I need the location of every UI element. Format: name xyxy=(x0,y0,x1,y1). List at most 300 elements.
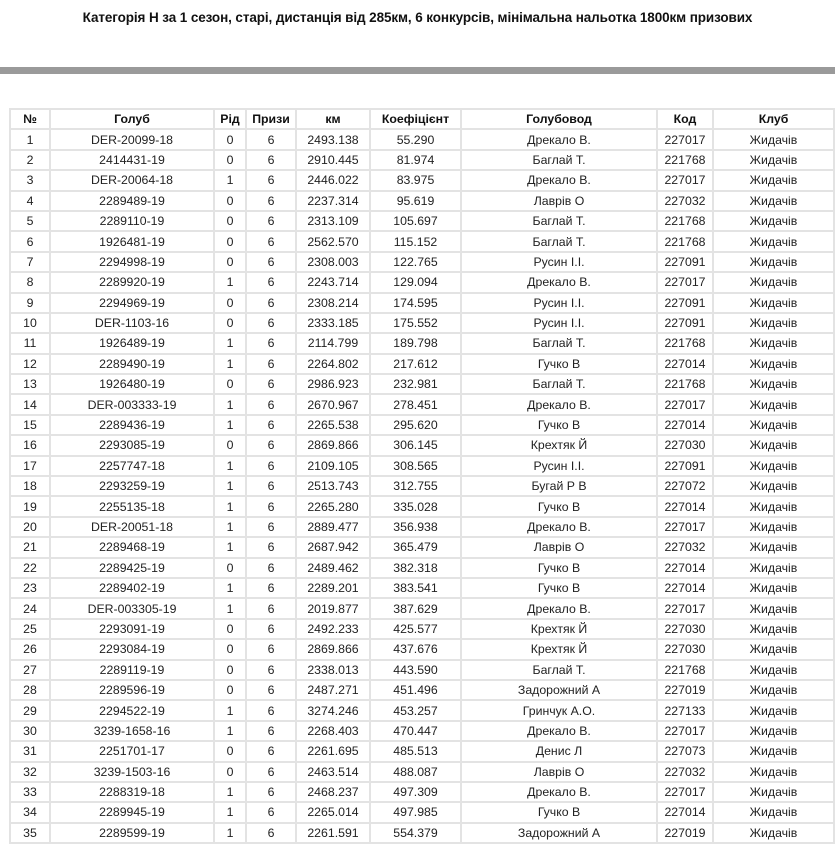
cell-pigeon: 2288319-18 xyxy=(50,782,214,802)
cell-sex: 0 xyxy=(214,741,246,761)
cell-code: 227091 xyxy=(657,252,713,272)
cell-sex: 0 xyxy=(214,129,246,149)
cell-pigeon: 2289599-19 xyxy=(50,823,214,843)
cell-club: Жидачів xyxy=(713,435,834,455)
cell-number: 4 xyxy=(10,191,50,211)
cell-prizes: 6 xyxy=(246,150,296,170)
table-row xyxy=(10,374,834,394)
cell-club: Жидачів xyxy=(713,374,834,394)
header-prizes: Призи xyxy=(246,109,296,129)
cell-prizes: 6 xyxy=(246,374,296,394)
cell-number: 18 xyxy=(10,476,50,496)
cell-pigeon: 2293085-19 xyxy=(50,435,214,455)
cell-km: 2468.237 xyxy=(296,782,370,802)
cell-km: 2289.201 xyxy=(296,578,370,598)
cell-code: 227014 xyxy=(657,496,713,516)
cell-sex: 1 xyxy=(214,415,246,435)
cell-pigeon: DER-003305-19 xyxy=(50,598,214,618)
cell-prizes: 6 xyxy=(246,823,296,843)
cell-coefficient: 382.318 xyxy=(370,558,461,578)
cell-prizes: 6 xyxy=(246,313,296,333)
cell-code: 227032 xyxy=(657,762,713,782)
cell-number: 32 xyxy=(10,762,50,782)
cell-sex: 0 xyxy=(214,435,246,455)
cell-coefficient: 308.565 xyxy=(370,456,461,476)
cell-club: Жидачів xyxy=(713,211,834,231)
cell-coefficient: 81.974 xyxy=(370,150,461,170)
table-row xyxy=(10,578,834,598)
horizontal-divider xyxy=(0,67,835,74)
cell-code: 227019 xyxy=(657,823,713,843)
cell-km: 2986.923 xyxy=(296,374,370,394)
cell-coefficient: 83.975 xyxy=(370,170,461,190)
cell-fancier: Дрекало В. xyxy=(461,782,657,802)
cell-club: Жидачів xyxy=(713,333,834,353)
cell-code: 221768 xyxy=(657,231,713,251)
cell-pigeon: 2289468-19 xyxy=(50,537,214,557)
cell-km: 2869.866 xyxy=(296,639,370,659)
cell-pigeon: 2289489-19 xyxy=(50,191,214,211)
cell-coefficient: 497.985 xyxy=(370,802,461,822)
cell-club: Жидачів xyxy=(713,170,834,190)
cell-km: 2019.877 xyxy=(296,598,370,618)
cell-number: 14 xyxy=(10,394,50,414)
cell-fancier: Гучко В xyxy=(461,415,657,435)
cell-coefficient: 485.513 xyxy=(370,741,461,761)
cell-fancier: Крехтяк Й xyxy=(461,619,657,639)
cell-prizes: 6 xyxy=(246,476,296,496)
cell-km: 2492.233 xyxy=(296,619,370,639)
cell-code: 227091 xyxy=(657,456,713,476)
cell-fancier: Русин І.І. xyxy=(461,456,657,476)
cell-sex: 1 xyxy=(214,476,246,496)
cell-code: 227133 xyxy=(657,700,713,720)
cell-km: 2308.003 xyxy=(296,252,370,272)
table-row xyxy=(10,394,834,414)
cell-coefficient: 232.981 xyxy=(370,374,461,394)
cell-code: 227032 xyxy=(657,191,713,211)
table-row xyxy=(10,700,834,720)
table-row xyxy=(10,211,834,231)
cell-code: 227017 xyxy=(657,782,713,802)
cell-number: 16 xyxy=(10,435,50,455)
cell-fancier: Баглай Т. xyxy=(461,150,657,170)
cell-club: Жидачів xyxy=(713,252,834,272)
cell-pigeon: 2294998-19 xyxy=(50,252,214,272)
cell-prizes: 6 xyxy=(246,578,296,598)
cell-coefficient: 115.152 xyxy=(370,231,461,251)
cell-pigeon: 3239-1503-16 xyxy=(50,762,214,782)
cell-club: Жидачів xyxy=(713,558,834,578)
cell-sex: 0 xyxy=(214,211,246,231)
cell-pigeon: 3239-1658-16 xyxy=(50,721,214,741)
table-row xyxy=(10,456,834,476)
cell-number: 7 xyxy=(10,252,50,272)
cell-number: 23 xyxy=(10,578,50,598)
cell-code: 227014 xyxy=(657,354,713,374)
table-row xyxy=(10,272,834,292)
cell-pigeon: 1926480-19 xyxy=(50,374,214,394)
table-row xyxy=(10,517,834,537)
cell-pigeon: 2289402-19 xyxy=(50,578,214,598)
cell-pigeon: 2289436-19 xyxy=(50,415,214,435)
cell-prizes: 6 xyxy=(246,211,296,231)
table-row xyxy=(10,252,834,272)
cell-sex: 0 xyxy=(214,680,246,700)
cell-fancier: Гучко В xyxy=(461,802,657,822)
cell-fancier: Гучко В xyxy=(461,558,657,578)
cell-number: 35 xyxy=(10,823,50,843)
cell-code: 227014 xyxy=(657,578,713,598)
cell-number: 1 xyxy=(10,129,50,149)
table-row xyxy=(10,782,834,802)
cell-club: Жидачів xyxy=(713,129,834,149)
cell-pigeon: 2414431-19 xyxy=(50,150,214,170)
cell-km: 2109.105 xyxy=(296,456,370,476)
cell-pigeon: DER-20099-18 xyxy=(50,129,214,149)
cell-prizes: 6 xyxy=(246,802,296,822)
cell-club: Жидачів xyxy=(713,639,834,659)
cell-coefficient: 129.094 xyxy=(370,272,461,292)
cell-prizes: 6 xyxy=(246,721,296,741)
cell-sex: 1 xyxy=(214,721,246,741)
cell-pigeon: 2289920-19 xyxy=(50,272,214,292)
cell-prizes: 6 xyxy=(246,741,296,761)
cell-pigeon: 2255135-18 xyxy=(50,496,214,516)
cell-coefficient: 554.379 xyxy=(370,823,461,843)
cell-pigeon: 2289119-19 xyxy=(50,660,214,680)
cell-sex: 1 xyxy=(214,700,246,720)
table-row xyxy=(10,802,834,822)
cell-code: 227014 xyxy=(657,415,713,435)
cell-km: 2687.942 xyxy=(296,537,370,557)
cell-fancier: Задорожний А xyxy=(461,680,657,700)
cell-club: Жидачів xyxy=(713,272,834,292)
cell-prizes: 6 xyxy=(246,191,296,211)
cell-prizes: 6 xyxy=(246,517,296,537)
cell-number: 30 xyxy=(10,721,50,741)
cell-fancier: Гринчук А.О. xyxy=(461,700,657,720)
table-row xyxy=(10,231,834,251)
cell-coefficient: 335.028 xyxy=(370,496,461,516)
cell-prizes: 6 xyxy=(246,700,296,720)
cell-km: 2264.802 xyxy=(296,354,370,374)
cell-club: Жидачів xyxy=(713,598,834,618)
cell-prizes: 6 xyxy=(246,660,296,680)
cell-coefficient: 488.087 xyxy=(370,762,461,782)
table-row xyxy=(10,619,834,639)
cell-prizes: 6 xyxy=(246,333,296,353)
cell-km: 3274.246 xyxy=(296,700,370,720)
cell-km: 2265.280 xyxy=(296,496,370,516)
cell-club: Жидачів xyxy=(713,496,834,516)
cell-coefficient: 175.552 xyxy=(370,313,461,333)
cell-sex: 0 xyxy=(214,293,246,313)
cell-km: 2489.462 xyxy=(296,558,370,578)
cell-fancier: Задорожний А xyxy=(461,823,657,843)
cell-fancier: Гучко В xyxy=(461,354,657,374)
cell-sex: 1 xyxy=(214,456,246,476)
cell-sex: 1 xyxy=(214,272,246,292)
cell-club: Жидачів xyxy=(713,680,834,700)
cell-pigeon: DER-003333-19 xyxy=(50,394,214,414)
cell-sex: 0 xyxy=(214,191,246,211)
cell-fancier: Гучко В xyxy=(461,578,657,598)
cell-pigeon: 1926489-19 xyxy=(50,333,214,353)
cell-prizes: 6 xyxy=(246,354,296,374)
cell-pigeon: 2257747-18 xyxy=(50,456,214,476)
cell-club: Жидачів xyxy=(713,660,834,680)
table-row xyxy=(10,435,834,455)
table-body xyxy=(10,129,834,843)
cell-club: Жидачів xyxy=(713,313,834,333)
cell-coefficient: 443.590 xyxy=(370,660,461,680)
cell-coefficient: 470.447 xyxy=(370,721,461,741)
cell-prizes: 6 xyxy=(246,680,296,700)
cell-pigeon: 2289425-19 xyxy=(50,558,214,578)
cell-fancier: Денис Л xyxy=(461,741,657,761)
header-sex: Рід xyxy=(214,109,246,129)
table-row xyxy=(10,191,834,211)
page-title: Категорія Н за 1 сезон, старі, дистанція від 285км, 6 конкурсів, мінімальна нальотка 1800км призових xyxy=(82,10,753,25)
cell-code: 227017 xyxy=(657,721,713,741)
cell-code: 221768 xyxy=(657,333,713,353)
cell-coefficient: 55.290 xyxy=(370,129,461,149)
cell-code: 227014 xyxy=(657,558,713,578)
cell-fancier: Баглай Т. xyxy=(461,211,657,231)
cell-sex: 0 xyxy=(214,619,246,639)
cell-prizes: 6 xyxy=(246,598,296,618)
cell-number: 8 xyxy=(10,272,50,292)
cell-prizes: 6 xyxy=(246,435,296,455)
cell-club: Жидачів xyxy=(713,762,834,782)
cell-km: 2333.185 xyxy=(296,313,370,333)
cell-number: 6 xyxy=(10,231,50,251)
cell-pigeon: DER-20051-18 xyxy=(50,517,214,537)
header-number: № xyxy=(10,109,50,129)
cell-code: 227017 xyxy=(657,598,713,618)
table-header-row xyxy=(10,109,834,129)
cell-fancier: Баглай Т. xyxy=(461,374,657,394)
cell-fancier: Крехтяк Й xyxy=(461,435,657,455)
cell-number: 34 xyxy=(10,802,50,822)
cell-fancier: Дрекало В. xyxy=(461,129,657,149)
cell-code: 227030 xyxy=(657,639,713,659)
cell-sex: 0 xyxy=(214,150,246,170)
cell-coefficient: 312.755 xyxy=(370,476,461,496)
cell-prizes: 6 xyxy=(246,272,296,292)
cell-code: 221768 xyxy=(657,150,713,170)
cell-pigeon: 2289596-19 xyxy=(50,680,214,700)
cell-club: Жидачів xyxy=(713,700,834,720)
cell-club: Жидачів xyxy=(713,619,834,639)
cell-km: 2670.967 xyxy=(296,394,370,414)
cell-code: 227032 xyxy=(657,537,713,557)
cell-code: 227014 xyxy=(657,802,713,822)
table-row xyxy=(10,741,834,761)
cell-km: 2261.591 xyxy=(296,823,370,843)
cell-fancier: Гучко В xyxy=(461,496,657,516)
cell-pigeon: DER-1103-16 xyxy=(50,313,214,333)
cell-km: 2265.538 xyxy=(296,415,370,435)
cell-code: 227017 xyxy=(657,517,713,537)
results-table-container xyxy=(9,108,835,844)
cell-fancier: Бугай Р В xyxy=(461,476,657,496)
header-km: км xyxy=(296,109,370,129)
cell-code: 227091 xyxy=(657,293,713,313)
cell-pigeon: 2293091-19 xyxy=(50,619,214,639)
cell-coefficient: 356.938 xyxy=(370,517,461,537)
results-table xyxy=(9,108,835,844)
cell-number: 26 xyxy=(10,639,50,659)
cell-number: 28 xyxy=(10,680,50,700)
cell-sex: 1 xyxy=(214,496,246,516)
cell-prizes: 6 xyxy=(246,639,296,659)
cell-code: 221768 xyxy=(657,374,713,394)
cell-km: 2338.013 xyxy=(296,660,370,680)
cell-pigeon: 2293259-19 xyxy=(50,476,214,496)
cell-club: Жидачів xyxy=(713,476,834,496)
cell-prizes: 6 xyxy=(246,293,296,313)
cell-prizes: 6 xyxy=(246,619,296,639)
cell-coefficient: 387.629 xyxy=(370,598,461,618)
table-row xyxy=(10,333,834,353)
cell-fancier: Лаврів О xyxy=(461,762,657,782)
cell-km: 2243.714 xyxy=(296,272,370,292)
cell-code: 227073 xyxy=(657,741,713,761)
cell-club: Жидачів xyxy=(713,191,834,211)
cell-fancier: Баглай Т. xyxy=(461,333,657,353)
cell-coefficient: 122.765 xyxy=(370,252,461,272)
table-row xyxy=(10,639,834,659)
cell-pigeon: 1926481-19 xyxy=(50,231,214,251)
cell-km: 2446.022 xyxy=(296,170,370,190)
cell-fancier: Лаврів О xyxy=(461,191,657,211)
cell-coefficient: 383.541 xyxy=(370,578,461,598)
table-row xyxy=(10,354,834,374)
cell-code: 227072 xyxy=(657,476,713,496)
cell-club: Жидачів xyxy=(713,150,834,170)
cell-sex: 0 xyxy=(214,252,246,272)
cell-sex: 0 xyxy=(214,762,246,782)
cell-code: 227030 xyxy=(657,619,713,639)
cell-fancier: Лаврів О xyxy=(461,537,657,557)
cell-code: 227017 xyxy=(657,394,713,414)
cell-club: Жидачів xyxy=(713,517,834,537)
cell-fancier: Крехтяк Й xyxy=(461,639,657,659)
table-row xyxy=(10,721,834,741)
cell-km: 2114.799 xyxy=(296,333,370,353)
cell-club: Жидачів xyxy=(713,823,834,843)
cell-number: 10 xyxy=(10,313,50,333)
cell-club: Жидачів xyxy=(713,782,834,802)
cell-km: 2513.743 xyxy=(296,476,370,496)
cell-pigeon: 2289490-19 xyxy=(50,354,214,374)
cell-km: 2910.445 xyxy=(296,150,370,170)
cell-coefficient: 217.612 xyxy=(370,354,461,374)
cell-km: 2313.109 xyxy=(296,211,370,231)
cell-club: Жидачів xyxy=(713,293,834,313)
cell-code: 221768 xyxy=(657,211,713,231)
table-row xyxy=(10,496,834,516)
cell-km: 2889.477 xyxy=(296,517,370,537)
cell-prizes: 6 xyxy=(246,252,296,272)
cell-pigeon: 2294969-19 xyxy=(50,293,214,313)
cell-coefficient: 453.257 xyxy=(370,700,461,720)
table-row xyxy=(10,170,834,190)
cell-code: 227091 xyxy=(657,313,713,333)
cell-club: Жидачів xyxy=(713,741,834,761)
cell-club: Жидачів xyxy=(713,537,834,557)
cell-km: 2869.866 xyxy=(296,435,370,455)
table-row xyxy=(10,313,834,333)
cell-fancier: Русин І.І. xyxy=(461,252,657,272)
cell-fancier: Дрекало В. xyxy=(461,394,657,414)
cell-number: 31 xyxy=(10,741,50,761)
cell-sex: 0 xyxy=(214,639,246,659)
cell-fancier: Дрекало В. xyxy=(461,721,657,741)
cell-coefficient: 174.595 xyxy=(370,293,461,313)
cell-number: 13 xyxy=(10,374,50,394)
table-row xyxy=(10,680,834,700)
header-fancier: Голубовод xyxy=(461,109,657,129)
cell-fancier: Русин І.І. xyxy=(461,313,657,333)
cell-km: 2261.695 xyxy=(296,741,370,761)
table-row xyxy=(10,558,834,578)
cell-km: 2493.138 xyxy=(296,129,370,149)
cell-sex: 1 xyxy=(214,517,246,537)
cell-km: 2562.570 xyxy=(296,231,370,251)
cell-number: 33 xyxy=(10,782,50,802)
cell-prizes: 6 xyxy=(246,129,296,149)
cell-number: 9 xyxy=(10,293,50,313)
header-coefficient: Коефіцієнт xyxy=(370,109,461,129)
table-row xyxy=(10,293,834,313)
cell-sex: 1 xyxy=(214,354,246,374)
cell-km: 2237.314 xyxy=(296,191,370,211)
cell-number: 15 xyxy=(10,415,50,435)
cell-club: Жидачів xyxy=(713,415,834,435)
cell-fancier: Дрекало В. xyxy=(461,598,657,618)
cell-coefficient: 278.451 xyxy=(370,394,461,414)
cell-number: 25 xyxy=(10,619,50,639)
cell-prizes: 6 xyxy=(246,782,296,802)
cell-club: Жидачів xyxy=(713,354,834,374)
cell-km: 2268.403 xyxy=(296,721,370,741)
cell-coefficient: 365.479 xyxy=(370,537,461,557)
cell-code: 227017 xyxy=(657,129,713,149)
cell-number: 3 xyxy=(10,170,50,190)
cell-sex: 1 xyxy=(214,537,246,557)
cell-sex: 1 xyxy=(214,578,246,598)
cell-sex: 1 xyxy=(214,782,246,802)
cell-prizes: 6 xyxy=(246,558,296,578)
cell-sex: 0 xyxy=(214,231,246,251)
table-row xyxy=(10,762,834,782)
cell-number: 2 xyxy=(10,150,50,170)
cell-sex: 1 xyxy=(214,598,246,618)
cell-coefficient: 295.620 xyxy=(370,415,461,435)
cell-prizes: 6 xyxy=(246,394,296,414)
cell-km: 2265.014 xyxy=(296,802,370,822)
cell-km: 2487.271 xyxy=(296,680,370,700)
cell-number: 24 xyxy=(10,598,50,618)
cell-fancier: Дрекало В. xyxy=(461,170,657,190)
cell-coefficient: 425.577 xyxy=(370,619,461,639)
cell-coefficient: 451.496 xyxy=(370,680,461,700)
table-row xyxy=(10,150,834,170)
header-pigeon: Голуб xyxy=(50,109,214,129)
